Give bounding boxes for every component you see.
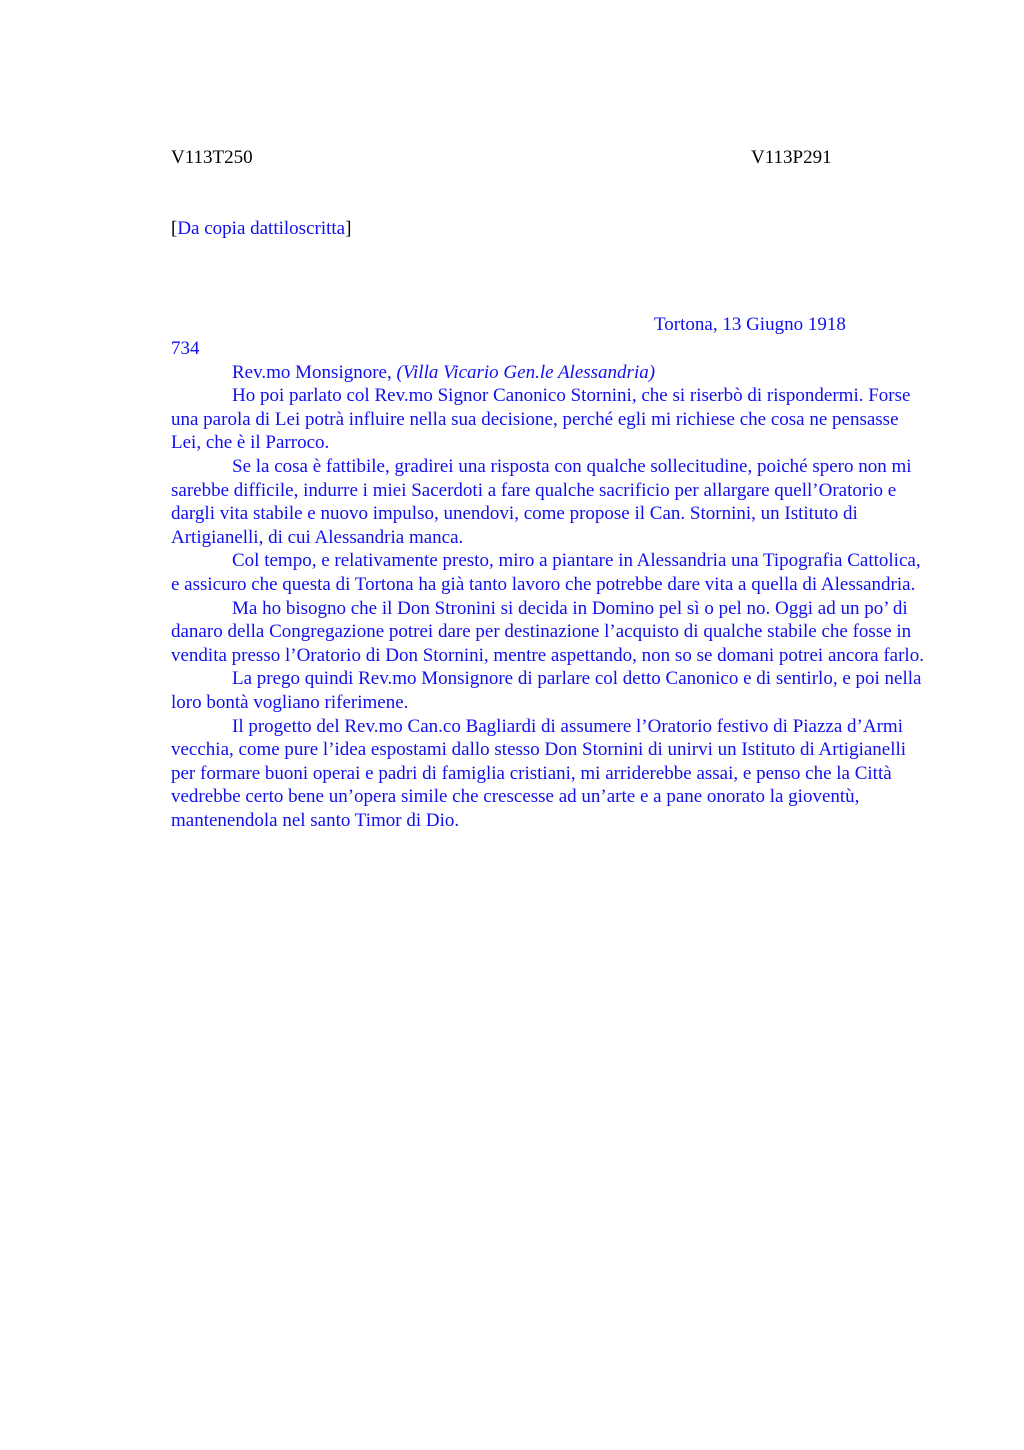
volume-reference-left: V113T250 — [171, 147, 253, 168]
salutation — [171, 361, 931, 385]
letter-paragraph: Il progetto del Rev.mo Can.co Bagliardi di assumere l’Oratorio festivo di Piazza d’Armi vecchia, come pure l’idea espostami dallo stesso Don Stornini di unirvi un Istituto di Artigianelli per formare buoni operai e padri di famiglia cristiani, mi arriderebbe assai, e penso che la Città vedrebbe certo bene un’opera simile che crescesse ad un’arte e a pane onorato la gioventù, mantenendola nel santo Timor di Dio. — [171, 715, 907, 831]
letter-paragraph: Ma ho bisogno che il Don Stronini si decida in Domino pel sì o pel no. Oggi ad un po’ di danaro della Congregazione potrei dare per destinazione l’acquisto di qualche stabile che fosse in vendita presso l’Oratorio di Don Stornini, mentre aspettando, non so se domani potrei ancora farlo. — [171, 597, 924, 666]
letter-number: 734 — [171, 338, 200, 359]
salutation-destination: (Villa Vicario Gen.le Alessandria) — [396, 361, 656, 383]
letter-paragraph: La prego quindi Rev.mo Monsignore di parlare col detto Canonico e di sentirlo, e poi nella loro bontà vogliano riferimene. — [171, 668, 922, 713]
letter-paragraph: Col tempo, e relativamente presto, miro a piantare in Alessandria una Tipografia Cattolica, e assicuro che questa di Tortona ha già tanto lavoro che potrebbe dare vita a quella di Alessandria. — [171, 550, 921, 595]
letter-paragraph: Se la cosa è fattibile, gradirei una risposta con qualche sollecitudine, poiché spero non mi sarebbe difficile, indurre i miei Sacerdoti a fare qualche sacrificio per allargare quell’Oratorio e dargli vita stabile e nuovo impulso, unendovi, come propose il Can. Stornini, un Istituto di Artigianelli, di cui Alessandria manca. — [171, 455, 912, 548]
letter-body — [171, 337, 931, 832]
letter-date: Tortona, 13 Giugno 1918 — [654, 314, 846, 335]
volume-reference-right: V113P291 — [751, 147, 832, 168]
salutation-text: Rev.mo Monsignore, — [232, 361, 397, 383]
source-note-close-bracket: ] — [345, 218, 352, 239]
source-note-open-bracket: [ — [171, 218, 178, 239]
source-note-text: Da copia dattiloscritta — [177, 218, 346, 239]
letter-paragraph: Ho poi parlato col Rev.mo Signor Canonico Stornini, che si riserbò di rispondermi. Forse una parola di Lei potrà influire nella sua decisione, perché egli mi richiese che cosa ne pensasse Lei, che è il Parroco. — [171, 385, 911, 454]
source-note — [171, 217, 351, 241]
